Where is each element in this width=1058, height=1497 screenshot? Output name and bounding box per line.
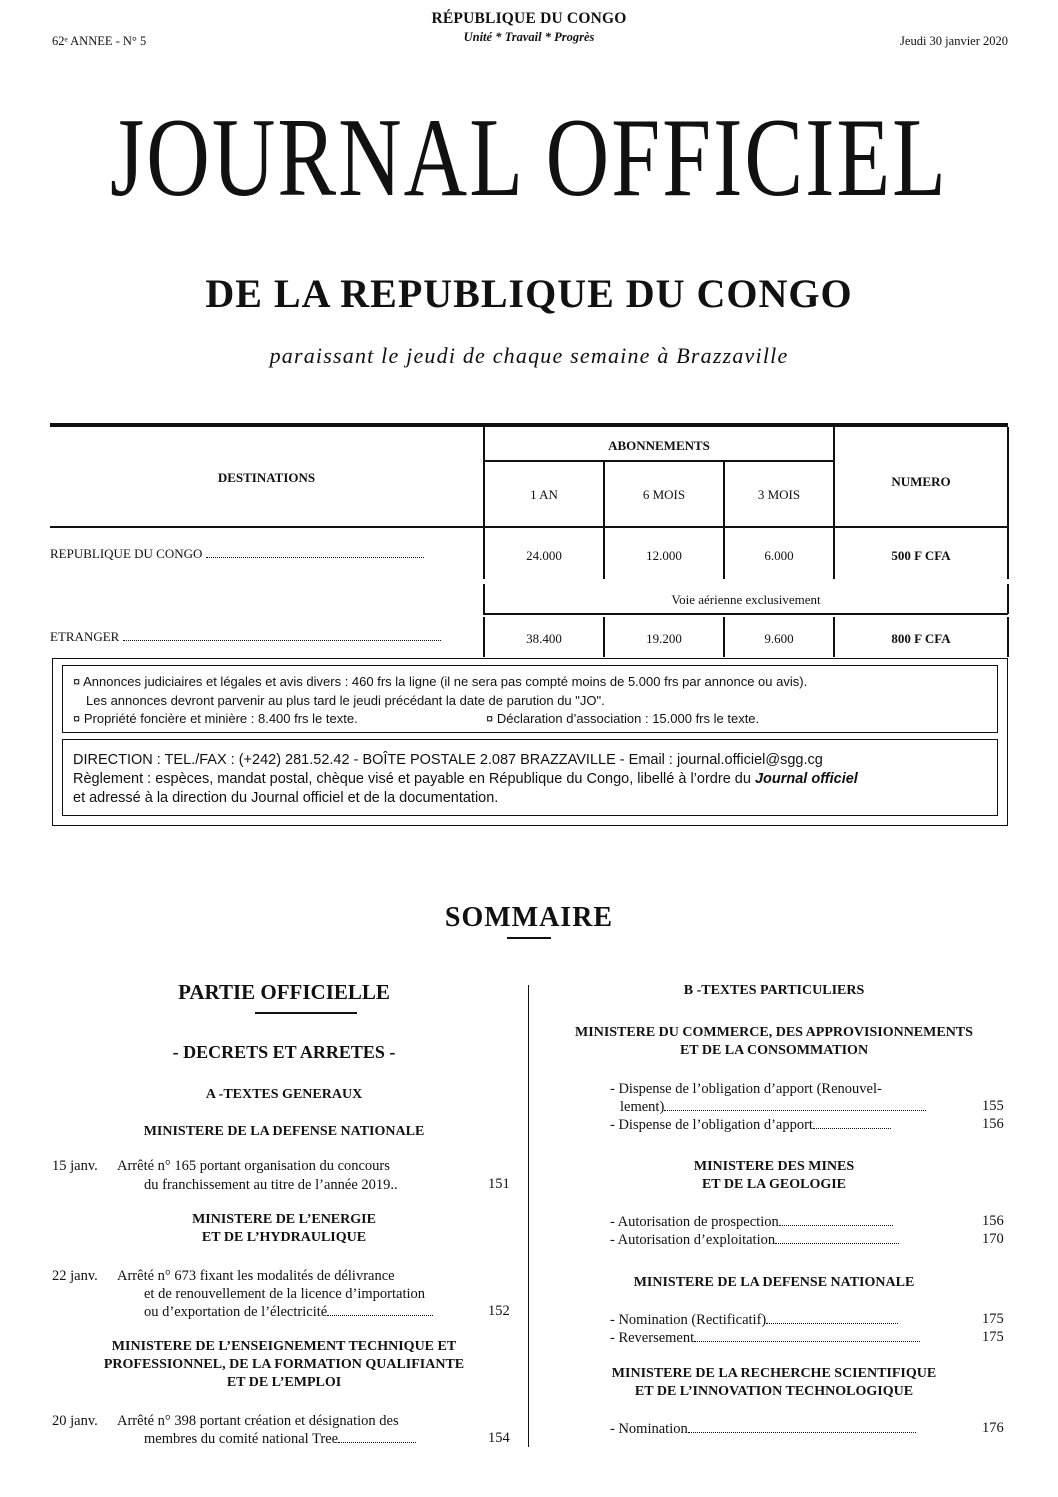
price-cell: 19.200	[646, 631, 682, 646]
toc-line	[610, 1420, 916, 1438]
price-cell: 6.000	[764, 548, 794, 563]
leader-dots	[813, 1116, 891, 1129]
toc-page: 156	[982, 1213, 1004, 1229]
ministry-heading: MINISTERE DU COMMERCE, DES APPROVISIONNEMENTS	[575, 1025, 973, 1040]
ministry-heading: MINISTERE DE LA DEFENSE NATIONALE	[143, 1124, 425, 1139]
col-destinations: DESTINATIONS	[217, 470, 316, 485]
issue-number: 62ᵉ ANNEE - N° 5	[52, 34, 147, 48]
journal-name-emphasis: Journal officiel	[754, 771, 858, 787]
leader-dots	[206, 547, 424, 558]
sommaire-title: SOMMAIRE	[444, 902, 614, 933]
toc-line	[620, 1098, 926, 1116]
toc-line-text: - Nomination	[610, 1421, 688, 1437]
toc-page: 151	[488, 1176, 510, 1192]
toc-line	[610, 1213, 893, 1231]
toc-line	[610, 1311, 898, 1329]
price-cell: 24.000	[526, 548, 562, 563]
leader-dots	[775, 1231, 899, 1244]
toc-line: Arrêté n° 673 fixant les modalités de délivrance	[117, 1268, 395, 1284]
toc-line	[610, 1231, 899, 1249]
col-abonnements: ABONNEMENTS	[608, 438, 710, 453]
toc-date: 15 janv.	[52, 1158, 98, 1174]
period-6-mois: 6 MOIS	[642, 487, 686, 502]
direction-line: DIRECTION : TEL./FAX : (+242) 281.52.42 - BOÎTE POSTALE 2.087 BRAZZAVILLE - Email : journal.officiel@sgg.cg	[73, 752, 823, 768]
toc-line-text: ou d’exportation de l’électricité	[144, 1304, 328, 1320]
ministry-heading: MINISTERE DE LA DEFENSE NATIONALE	[633, 1275, 915, 1290]
toc-line-text: - Nomination (Rectificatif)	[610, 1312, 767, 1328]
leader-dots	[327, 1303, 433, 1316]
period-3-mois: 3 MOIS	[757, 487, 801, 502]
toc-page: 175	[982, 1311, 1004, 1327]
toc-page: 175	[982, 1329, 1004, 1345]
toc-line: Arrêté n° 398 portant création et désignation des	[117, 1413, 399, 1429]
toc-page: 170	[982, 1231, 1004, 1247]
direction-payment	[73, 770, 858, 789]
announcement-line: Les annonces devront parvenir au plus tard le jeudi précédant la date de parution du "JO".	[86, 693, 605, 708]
table-line	[483, 460, 834, 462]
toc-page: 152	[488, 1303, 510, 1319]
toc-line-text: - Dispense de l’obligation d’apport	[610, 1117, 813, 1133]
price-cell: 38.400	[526, 631, 562, 646]
destination-congo	[50, 546, 424, 562]
ministry-heading: MINISTERE DES MINES	[693, 1159, 855, 1174]
toc-page: 176	[982, 1420, 1004, 1436]
toc-line	[610, 1329, 920, 1347]
table-top-rule	[50, 423, 1008, 427]
payment-text: Règlement : espèces, mandat postal, chèque visé et payable en République du Congo, libellé à l’ordre du	[73, 771, 755, 787]
sommaire-underline	[507, 937, 551, 939]
toc-line	[144, 1430, 416, 1448]
column-divider	[528, 985, 529, 1447]
period-1-an: 1 AN	[530, 487, 558, 502]
partie-underline	[255, 1012, 357, 1014]
toc-date: 20 janv.	[52, 1413, 98, 1429]
price-cell: 9.600	[764, 631, 794, 646]
toc-line: et de renouvellement de la licence d’importation	[144, 1286, 426, 1302]
partie-officielle: PARTIE OFFICIELLE	[178, 980, 390, 1004]
direction-line: et adressé à la direction du Journal officiel et de la documentation.	[73, 790, 499, 806]
ministry-heading: ET DE L’INNOVATION TECHNOLOGIQUE	[634, 1384, 914, 1399]
announcement-line: ¤ Déclaration d’association : 15.000 frs le texte.	[486, 711, 760, 726]
textes-generaux: A -TEXTES GENERAUX	[205, 1087, 363, 1102]
ministry-heading: ET DE LA GEOLOGIE	[701, 1177, 847, 1192]
toc-line-text: membres du comité national Tree	[144, 1431, 339, 1447]
col-numero: NUMERO	[891, 474, 951, 489]
toc-line-text: - Reversement	[610, 1330, 695, 1346]
leader-dots	[664, 1098, 926, 1111]
issue-date: Jeudi 30 janvier 2020	[900, 34, 1008, 48]
journal-tagline: paraissant le jeudi de chaque semaine à Brazzaville	[269, 343, 789, 368]
toc-line-text: lement)	[620, 1099, 665, 1115]
air-note: Voie aérienne exclusivement	[671, 592, 821, 607]
destination-etranger	[50, 629, 441, 645]
ministry-heading: ET DE L’EMPLOI	[226, 1375, 342, 1390]
destination-label: REPUBLIQUE DU CONGO	[50, 546, 203, 561]
announcement-line: ¤ Annonces judiciaires et légales et avis divers : 460 frs la ligne (il ne sera pas compté moins de 5.000 frs par annonce ou avis).	[73, 674, 808, 689]
table-line	[50, 526, 1008, 528]
destination-label: ETRANGER	[50, 629, 120, 644]
country-name: RÉPUBLIQUE DU CONGO	[431, 10, 627, 27]
journal-subtitle: DE LA REPUBLIQUE DU CONGO	[205, 271, 853, 316]
table-line	[483, 613, 1008, 615]
toc-line: - Dispense de l’obligation d’apport (Renouvel-	[610, 1081, 882, 1097]
announcement-line: ¤ Propriété foncière et minière : 8.400 frs le texte.	[73, 711, 358, 726]
toc-date: 22 janv.	[52, 1268, 98, 1284]
price-cell: 12.000	[646, 548, 682, 563]
journal-title: JOURNAL OFFICIEL	[110, 96, 948, 221]
leader-dots	[779, 1213, 893, 1226]
toc-line	[144, 1303, 433, 1321]
leader-dots	[338, 1430, 416, 1443]
ministry-heading: MINISTERE DE L’ENERGIE	[192, 1212, 376, 1227]
decrets-arretes: - DECRETS ET ARRETES -	[172, 1042, 396, 1062]
toc-line: du franchissement au titre de l’année 2019..	[144, 1177, 398, 1193]
leader-dots	[694, 1329, 920, 1342]
ministry-heading: MINISTERE DE L’ENSEIGNEMENT TECHNIQUE ET	[111, 1339, 457, 1354]
ministry-heading: PROFESSIONNEL, DE LA FORMATION QUALIFIANTE	[103, 1357, 465, 1372]
ministry-heading: ET DE LA CONSOMMATION	[679, 1043, 869, 1058]
toc-page: 154	[488, 1430, 510, 1446]
leader-dots	[688, 1420, 916, 1433]
numero-price: 500 F CFA	[891, 548, 951, 563]
toc-line-text: - Autorisation de prospection	[610, 1214, 779, 1230]
toc-page: 156	[982, 1116, 1004, 1132]
national-motto: Unité * Travail * Progrès	[463, 30, 595, 44]
toc-page: 155	[982, 1098, 1004, 1114]
numero-price: 800 F CFA	[891, 631, 951, 646]
ministry-heading: ET DE L’HYDRAULIQUE	[201, 1230, 367, 1245]
leader-dots	[766, 1311, 898, 1324]
textes-particuliers: B -TEXTES PARTICULIERS	[683, 983, 865, 998]
toc-line	[610, 1116, 891, 1134]
toc-line: Arrêté n° 165 portant organisation du concours	[117, 1158, 390, 1174]
leader-dots	[123, 630, 441, 641]
ministry-heading: MINISTERE DE LA RECHERCHE SCIENTIFIQUE	[611, 1366, 937, 1381]
toc-line-text: - Autorisation d’exploitation	[610, 1232, 776, 1248]
